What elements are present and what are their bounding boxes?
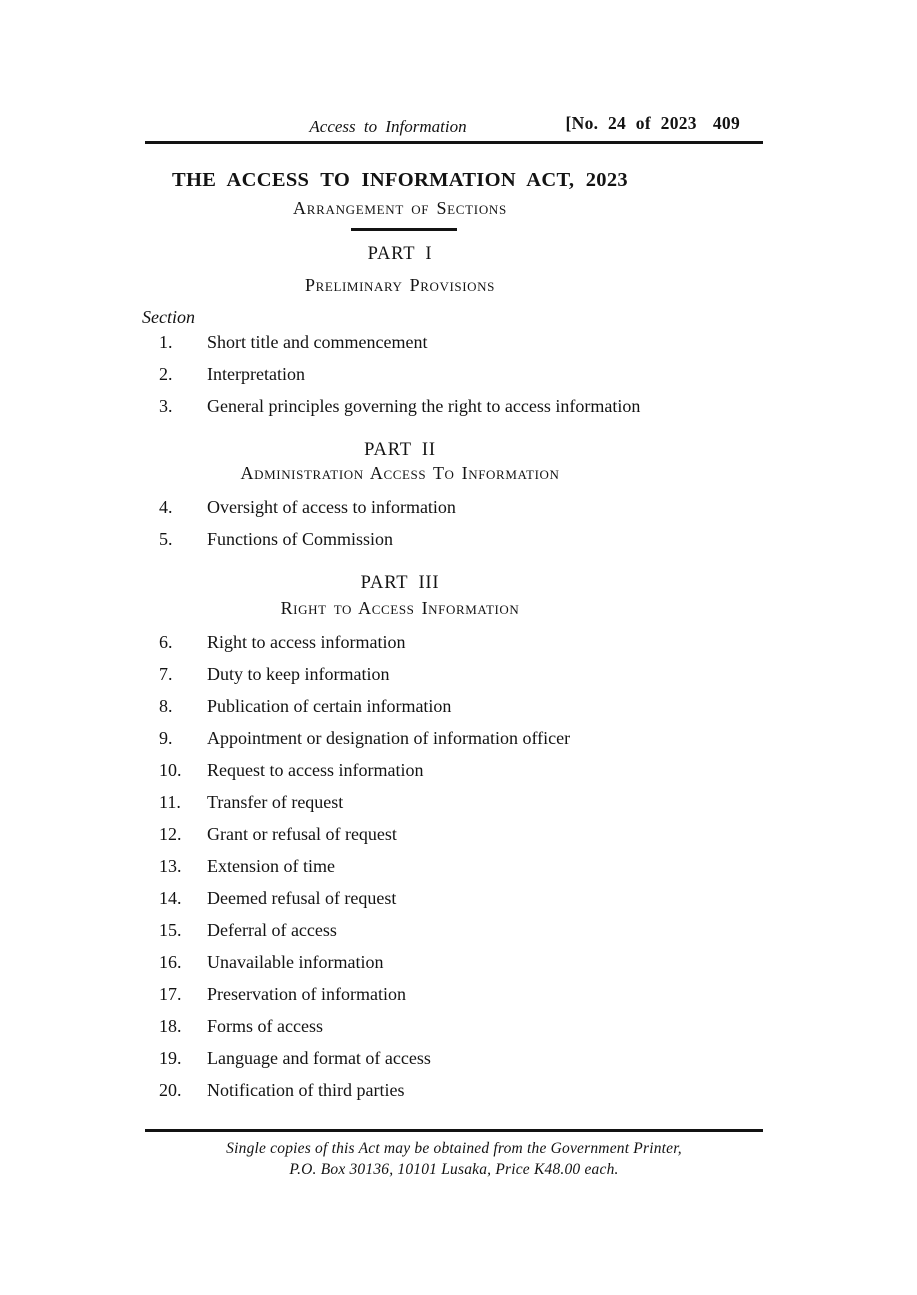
running-header-title: Access to Information	[309, 117, 467, 136]
toc-item-text: Forms of access	[207, 1015, 323, 1036]
issue-number: [No. 24 of 2023	[565, 113, 697, 133]
toc-item-number: 18.	[159, 1015, 182, 1036]
part-1-heading: PART I	[367, 244, 433, 264]
toc-item-number: 15.	[159, 919, 182, 940]
part-1-section-list	[37, 326, 763, 422]
toc-item	[37, 850, 763, 882]
toc-item	[37, 626, 763, 658]
arrangement-of-sections-heading: Arrangement of Sections	[293, 198, 507, 218]
toc-item-number: 3.	[159, 395, 173, 416]
toc-item	[37, 722, 763, 754]
toc-item-text: Grant or refusal of request	[207, 823, 397, 844]
toc-item	[37, 978, 763, 1010]
toc-item	[37, 1010, 763, 1042]
footer-note-line1: Single copies of this Act may be obtained from the Government Printer,	[226, 1140, 682, 1157]
toc-item-text: Short title and commencement	[207, 331, 428, 352]
toc-item	[37, 491, 763, 523]
toc-item-number: 4.	[159, 496, 173, 517]
toc-item-number: 8.	[159, 695, 173, 716]
page-number: 409	[712, 113, 740, 133]
footer-note	[145, 1138, 763, 1180]
toc-item-number: 11.	[159, 791, 181, 812]
toc-item-number: 13.	[159, 855, 182, 876]
toc-item-number: 16.	[159, 951, 182, 972]
toc-item	[37, 326, 763, 358]
toc-item-number: 10.	[159, 759, 182, 780]
toc-item	[37, 358, 763, 390]
part-3-heading: PART III	[360, 573, 440, 593]
toc-item-text: Extension of time	[207, 855, 335, 876]
toc-item-text: Duty to keep information	[207, 663, 390, 684]
toc-item-number: 19.	[159, 1047, 182, 1068]
toc-item-number: 5.	[159, 528, 173, 549]
toc-item-number: 2.	[159, 363, 173, 384]
toc-item	[37, 390, 763, 422]
toc-item-text: Notification of third parties	[207, 1079, 405, 1100]
toc-item	[37, 914, 763, 946]
toc-item	[37, 754, 763, 786]
toc-item-text: Deemed refusal of request	[207, 887, 397, 908]
footer-note-line2: P.O. Box 30136, 10101 Lusaka, Price K48.00 each.	[289, 1161, 619, 1178]
toc-item-number: 7.	[159, 663, 173, 684]
toc-item-text: Functions of Commission	[207, 528, 394, 549]
content-column	[37, 0, 763, 1106]
footer-rule	[145, 1129, 763, 1132]
toc-item-text: General principles governing the right to access information	[207, 395, 641, 416]
toc-item-text: Publication of certain information	[207, 695, 452, 716]
toc-item	[37, 1074, 763, 1106]
section-label: Section	[142, 307, 195, 327]
toc-item-text: Deferral of access	[207, 919, 337, 940]
toc-item-number: 6.	[159, 631, 173, 652]
toc-item-text: Request to access information	[207, 759, 424, 780]
toc-item-text: Right to access information	[207, 631, 406, 652]
toc-item-text: Interpretation	[207, 363, 305, 384]
toc-item-text: Oversight of access to information	[207, 496, 456, 517]
act-title: THE ACCESS TO INFORMATION ACT, 2023	[172, 169, 628, 191]
toc-item-text: Preservation of information	[207, 983, 406, 1004]
toc-item	[37, 946, 763, 978]
toc-item	[37, 786, 763, 818]
toc-item-text: Appointment or designation of information officer	[207, 727, 571, 748]
toc-item	[37, 818, 763, 850]
toc-item-text: Transfer of request	[207, 791, 344, 812]
toc-item-number: 14.	[159, 887, 182, 908]
part-1-subheading: Preliminary Provisions	[305, 275, 495, 295]
toc-item-number: 20.	[159, 1079, 182, 1100]
part-3-subheading: Right to Access Information	[280, 598, 520, 618]
part-2-section-list	[37, 491, 763, 555]
toc-item-number: 9.	[159, 727, 173, 748]
part-2-subheading: Administration Access To Information	[240, 463, 560, 483]
toc-item-number: 12.	[159, 823, 182, 844]
toc-item-number: 1.	[159, 331, 173, 352]
toc-item	[37, 658, 763, 690]
toc-item	[37, 1042, 763, 1074]
toc-item-number: 17.	[159, 983, 182, 1004]
toc-item-text: Unavailable information	[207, 951, 384, 972]
toc-item-text: Language and format of access	[207, 1047, 431, 1068]
divider-rule	[351, 228, 457, 231]
toc-item	[37, 690, 763, 722]
part-2-heading: PART II	[364, 440, 436, 460]
toc-item	[37, 882, 763, 914]
toc-item	[37, 523, 763, 555]
part-3-section-list	[37, 626, 763, 1106]
